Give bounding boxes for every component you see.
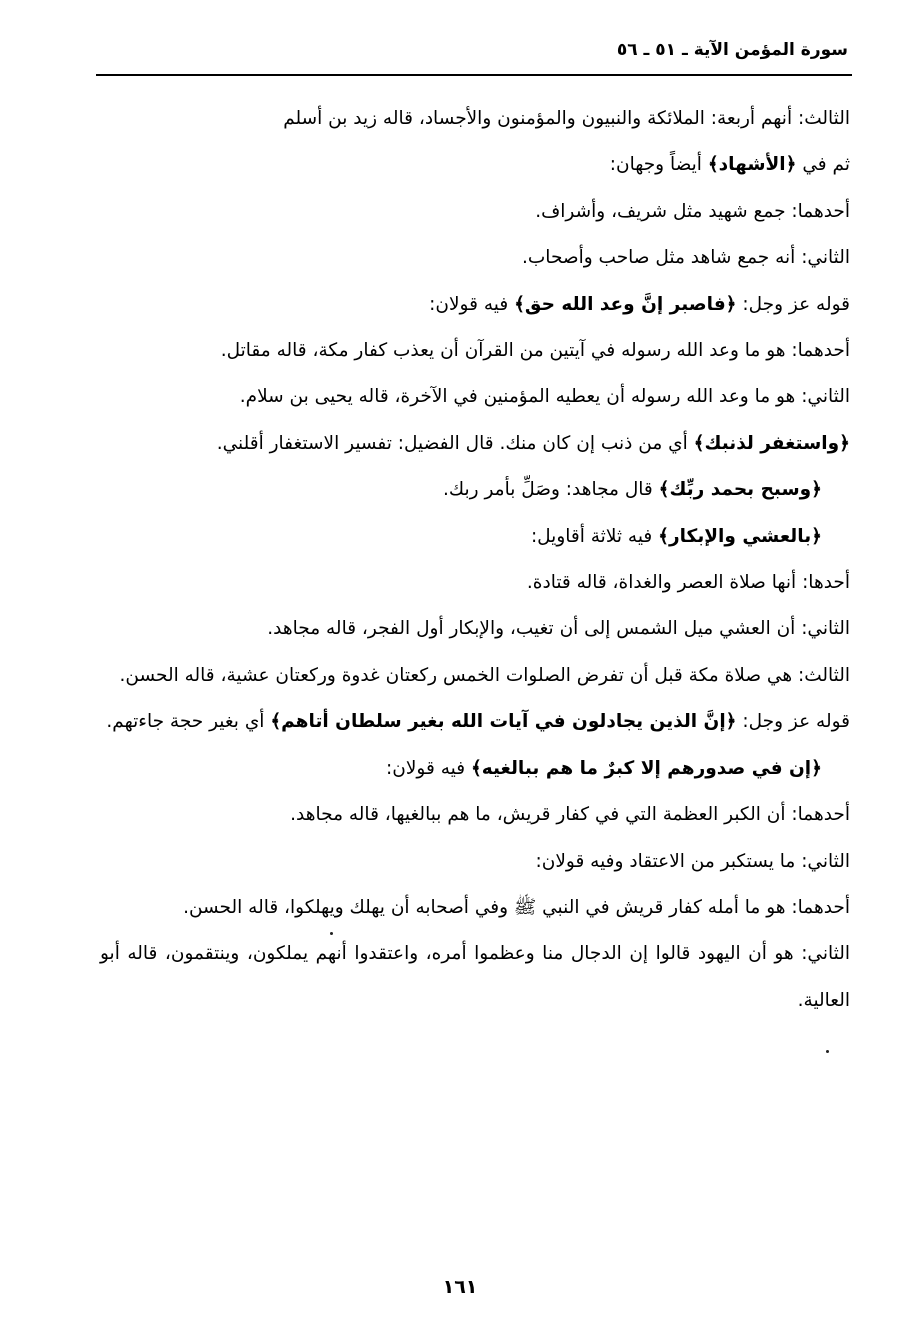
paragraph (100, 653, 850, 699)
paragraph-text: أحدها: أنها صلاة العصر والغداة، قاله قتادة. (526, 572, 850, 594)
paragraph-text: قوله عز وجل: (736, 711, 850, 733)
paragraph (100, 374, 850, 420)
paragraph-text: الثالث: أنهم أربعة: الملائكة والنبيون والمؤمنون والأجساد، قاله زيد بن أسلم (283, 108, 850, 129)
page-number: ١٦١ (442, 1276, 478, 1298)
quran-verse-quote: ﴿إنَّ الذين يجادلون في آيات الله بغير سلطان أتاهم﴾ (270, 711, 737, 733)
paragraph-text: فيه قولان: (386, 757, 471, 779)
running-header: سورة المؤمن الآية ـ ٥١ ـ ٥٦ (616, 40, 848, 60)
quran-verse-quote: ﴿وسبح بحمد ربِّك﴾ (658, 479, 822, 501)
paragraph (100, 96, 850, 142)
paragraph (100, 421, 850, 467)
paragraph (100, 792, 850, 838)
quran-verse-quote: ﴿واستغفر لذنبك﴾ (693, 432, 850, 454)
paragraph (100, 560, 850, 606)
paragraph-text: ثم في (796, 154, 850, 176)
quran-verse-quote: ﴿فاصبر إنَّ وعد الله حق﴾ (514, 293, 737, 315)
paragraph-text: قال مجاهد: وصَلِّ بأمر ربك. (443, 479, 659, 501)
paragraph (100, 885, 850, 931)
paragraph (100, 328, 850, 374)
paragraph-text: أي بغير حجة جاءتهم. (106, 711, 271, 733)
paragraph-text: أحدهما: هو ما أمله كفار قريش في النبي ﷺ وفي أصحابه أن يهلك ويهلكوا، قاله الحسن. (183, 896, 850, 918)
paragraph (100, 282, 850, 328)
paragraph-text: الثاني: هو أن اليهود قالوا إن الدجال منا وعظموا أمره، واعتقدوا أنهم يملكون، وينتقمون، قاله أبو العالية. (100, 943, 850, 1011)
paragraph-text: الثاني: أنه جمع شاهد مثل صاحب وأصحاب. (522, 247, 850, 269)
quran-verse-quote: ﴿الأشهاد﴾ (707, 154, 797, 176)
paragraph (100, 514, 850, 560)
paragraph-text: قوله عز وجل: (736, 293, 850, 315)
paragraph (100, 189, 850, 235)
paragraph-text: أي من ذنب إن كان منك. قال الفضيل: تفسير الاستغفار أقلني. (216, 432, 694, 454)
paragraph (100, 606, 850, 652)
paragraph (100, 839, 850, 885)
paragraph (100, 142, 850, 188)
print-speck (330, 932, 333, 935)
paragraph-text: فيه قولان: (429, 293, 515, 315)
paragraph (100, 746, 850, 792)
paragraph-text: الثاني: ما يستكبر من الاعتقاد وفيه قولان: (535, 850, 850, 872)
paragraph-text: أحدهما: أن الكبر العظمة التي في كفار قريش، ما هم ببالغيها، قاله مجاهد. (290, 804, 850, 826)
paragraph (100, 467, 850, 513)
header-rule (96, 74, 852, 76)
paragraph-text: الثالث: هي صلاة مكة قبل أن تفرض الصلوات الخمس ركعتان غدوة وركعتان عشية، قاله الحسن. (119, 664, 850, 686)
paragraph-text: فيه ثلاثة أقاويل: (530, 525, 659, 547)
paragraph (100, 699, 850, 745)
paragraph-text: الثاني: هو ما وعد الله رسوله أن يعطيه المؤمنين في الآخرة، قاله يحيى بن سلام. (239, 386, 850, 408)
quran-verse-quote: ﴿إن في صدورهم إلا كبرٌ ما هم ببالغيه﴾ (470, 757, 822, 779)
paragraph-text: أحدهما: جمع شهيد مثل شريف، وأشراف. (535, 200, 850, 222)
paragraph (100, 235, 850, 281)
paragraph-text: الثاني: أن العشي ميل الشمس إلى أن تغيب، والإبكار أول الفجر، قاله مجاهد. (267, 618, 850, 640)
body-text (100, 96, 850, 1024)
quran-verse-quote: ﴿بالعشي والإبكار﴾ (658, 525, 822, 547)
paragraph (100, 931, 850, 1024)
paragraph-text: أحدهما: هو ما وعد الله رسوله في آيتين من القرآن أن يعذب كفار مكة، قاله مقاتل. (220, 340, 850, 362)
paragraph-text: أيضاً وجهان: (609, 154, 708, 176)
print-speck (826, 1050, 829, 1053)
